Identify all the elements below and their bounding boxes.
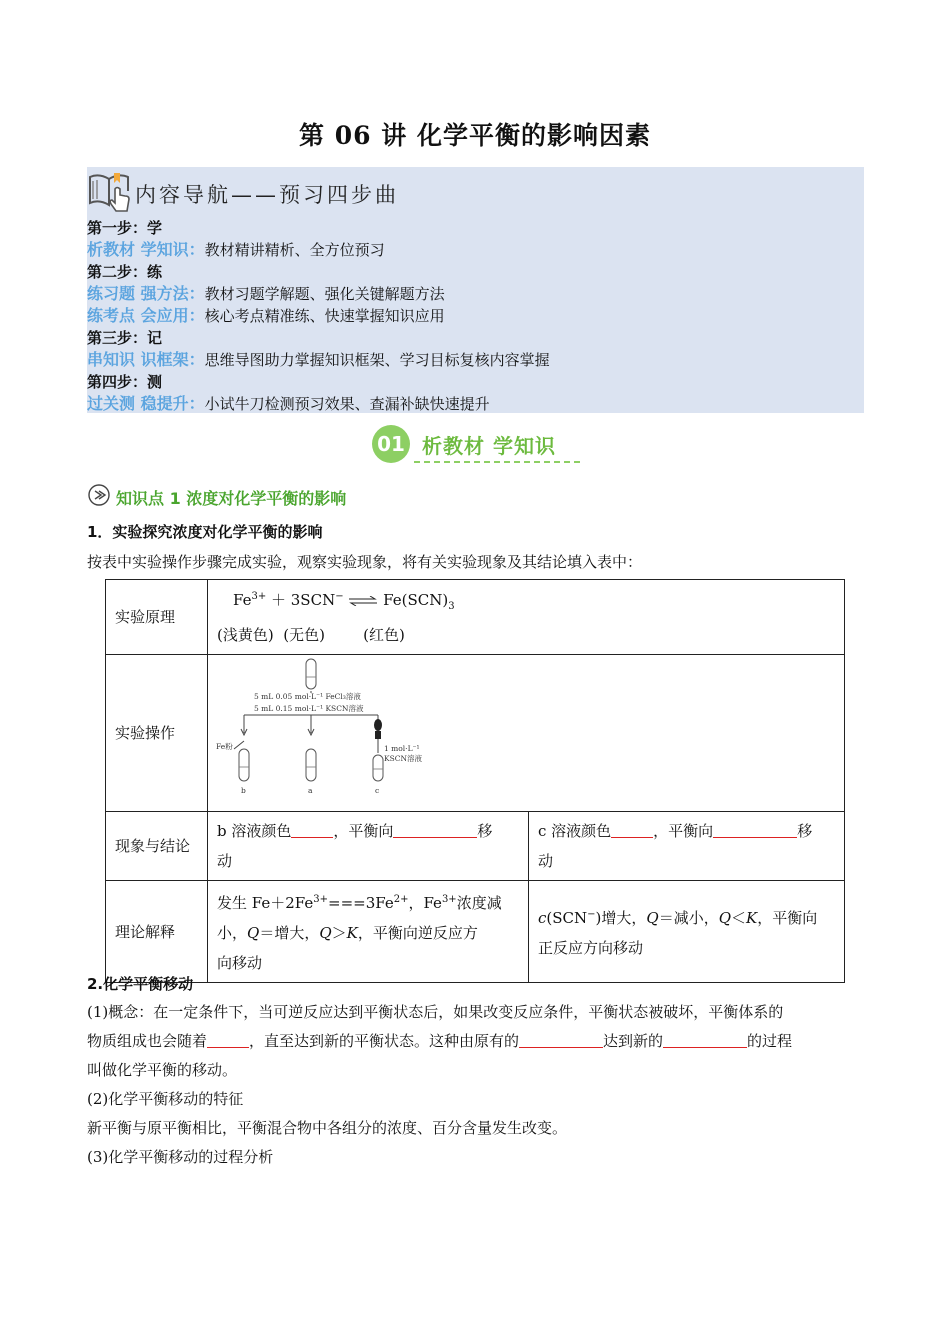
table-row-operation bbox=[106, 655, 845, 812]
step-3-title: 第三步：记 bbox=[87, 329, 163, 347]
species-colors: (浅黄色) (无色) (红色) bbox=[217, 626, 405, 644]
var-q: Q bbox=[319, 924, 332, 942]
experiment-diagram bbox=[212, 657, 432, 799]
explanation-text: 向移动 bbox=[217, 954, 263, 972]
step-3-item bbox=[87, 349, 550, 371]
eq-product-subscript: 3 bbox=[448, 601, 455, 612]
step-2-item-1 bbox=[87, 283, 445, 305]
feature-text: 新平衡与原平衡相比，平衡混合物中各组分的浓度、百分含量发生改变。 bbox=[87, 1119, 568, 1137]
step-2-title: 第二步：练 bbox=[87, 263, 163, 281]
explanation-c-cell bbox=[529, 881, 845, 983]
answer-blank[interactable] bbox=[393, 819, 477, 838]
page-title: 第 06 讲 化学平衡的影响因素 bbox=[299, 121, 651, 150]
eq-fe: Fe bbox=[233, 591, 252, 609]
explanation-text: 浓度减 bbox=[456, 894, 502, 912]
row-label: 实验原理 bbox=[106, 580, 208, 655]
table-row-explanation bbox=[106, 881, 845, 983]
reagent-fecl3-label: 5 mL 0.05 mol·L⁻¹ FeCl₃溶液 bbox=[254, 692, 361, 701]
book-hand-icon bbox=[87, 169, 133, 213]
phenomenon-text: b 溶液颜色 bbox=[217, 822, 292, 840]
section-badge bbox=[370, 423, 585, 468]
nav-header bbox=[87, 169, 487, 211]
row-label: 现象与结论 bbox=[106, 812, 208, 881]
row-label: 实验操作 bbox=[106, 655, 208, 812]
var-q: Q bbox=[247, 924, 260, 942]
step-1-title: 第一步：学 bbox=[87, 219, 163, 237]
explanation-text: (SCN bbox=[546, 909, 588, 927]
section-number: 01 bbox=[372, 425, 410, 463]
answer-blank[interactable] bbox=[291, 819, 333, 838]
nav-heading: 内容导航——预习四步曲 bbox=[135, 183, 399, 207]
charge: 3+ bbox=[313, 894, 328, 905]
var-k: K bbox=[746, 909, 758, 927]
answer-blank[interactable] bbox=[611, 819, 653, 838]
explanation-text: ＝增大， bbox=[259, 924, 320, 942]
tube-a-label: a bbox=[308, 786, 313, 795]
concept-line-2 bbox=[87, 1027, 864, 1056]
subsection-1-heading: 1．实验探究浓度对化学平衡的影响 bbox=[87, 523, 323, 541]
nav-text: 教材习题学解题、强化关键解题方法 bbox=[204, 285, 445, 303]
section-label: 析教材 学知识 bbox=[422, 434, 556, 458]
tube-c-label: c bbox=[375, 786, 380, 795]
var-q: Q bbox=[718, 909, 732, 927]
content-navigation-box bbox=[87, 167, 864, 413]
explanation-text: 发生 Fe＋2Fe bbox=[217, 894, 314, 912]
fe-powder-label: Fe粉 bbox=[216, 742, 233, 751]
eq-scn-charge: − bbox=[335, 591, 344, 602]
explanation-text: ＜ bbox=[731, 909, 747, 927]
charge: 2+ bbox=[393, 894, 409, 905]
kscn-concentration-label: 1 mol·L⁻¹ bbox=[384, 744, 420, 753]
experiment-table bbox=[105, 579, 845, 983]
reaction-equation bbox=[217, 584, 835, 620]
phenomenon-text: ，平衡向 bbox=[653, 822, 714, 840]
concept-text: 达到新的 bbox=[603, 1032, 664, 1050]
phenomenon-text: 动 bbox=[217, 852, 233, 870]
tube-b-label: b bbox=[241, 786, 246, 795]
nav-tag: 串知识 识框架： bbox=[87, 350, 205, 369]
charge: − bbox=[587, 909, 596, 920]
step-4-item bbox=[87, 393, 490, 415]
process-title: (3)化学平衡移动的过程分析 bbox=[87, 1148, 274, 1166]
reagent-kscn-label: 5 mL 0.15 mol·L⁻¹ KSCN溶液 bbox=[254, 704, 364, 713]
concept-text: ，直至达到新的平衡状态。这种由原有的 bbox=[249, 1032, 520, 1050]
subsection-1-intro: 按表中实验操作步骤完成实验，观察实验现象，将有关实验现象及其结论填入表中： bbox=[87, 553, 643, 571]
concept-line-1: (1)概念：在一定条件下，当可逆反应达到平衡状态后，如果改变反应条件，平衡状态被破坏，平衡体系的 bbox=[87, 1003, 784, 1021]
explanation-b-cell bbox=[208, 881, 529, 983]
concept-paragraph bbox=[87, 998, 864, 1172]
operation-cell bbox=[208, 655, 845, 812]
answer-blank[interactable] bbox=[713, 819, 797, 838]
phenomenon-text: c 溶液颜色 bbox=[538, 822, 612, 840]
nav-tag: 练习题 强方法： bbox=[87, 284, 205, 303]
phenomenon-text: 移 bbox=[477, 822, 493, 840]
explanation-text: ，平衡向逆反应方 bbox=[357, 924, 478, 942]
step-2-item-2 bbox=[87, 305, 445, 327]
phenomenon-b-cell bbox=[208, 812, 529, 881]
explanation-text: ，平衡向 bbox=[757, 909, 818, 927]
step-1-item bbox=[87, 239, 385, 261]
subsection-2-heading: 2.化学平衡移动 bbox=[87, 975, 194, 993]
row-label: 理论解释 bbox=[106, 881, 208, 983]
arrow-circle-icon bbox=[87, 482, 113, 508]
table-row-principle bbox=[106, 580, 845, 655]
explanation-text: ＞ bbox=[331, 924, 347, 942]
principle-cell bbox=[208, 580, 845, 655]
phenomenon-text: 移 bbox=[797, 822, 813, 840]
explanation-text: 小， bbox=[217, 924, 248, 942]
nav-tag: 过关测 稳提升： bbox=[87, 394, 205, 413]
var-c: c bbox=[538, 909, 547, 927]
knowledge-point-title: 知识点 1 浓度对化学平衡的影响 bbox=[116, 489, 347, 508]
step-4-title: 第四步：测 bbox=[87, 373, 163, 391]
eq-fe-charge: 3+ bbox=[251, 591, 267, 602]
reversible-arrow-icon bbox=[348, 596, 378, 606]
kscn-solution-label: KSCN溶液 bbox=[384, 754, 423, 763]
table-row-phenomenon bbox=[106, 812, 845, 881]
concept-text: 的过程 bbox=[747, 1032, 793, 1050]
section-divider bbox=[414, 461, 580, 463]
nav-text: 核心考点精准练、快速掌握知识应用 bbox=[204, 307, 445, 325]
explanation-text: 正反应方向移动 bbox=[538, 939, 644, 957]
charge: 3+ bbox=[441, 894, 457, 905]
concept-text: 物质组成也会随着 bbox=[87, 1032, 208, 1050]
answer-blank[interactable] bbox=[207, 1029, 249, 1048]
phenomenon-text: 动 bbox=[538, 852, 554, 870]
answer-blank[interactable] bbox=[663, 1029, 747, 1048]
eq-scn: ＋ 3SCN bbox=[271, 591, 336, 609]
var-q: Q bbox=[646, 909, 659, 927]
answer-blank[interactable] bbox=[519, 1029, 603, 1048]
nav-tag: 练考点 会应用： bbox=[87, 306, 205, 325]
phenomenon-text: ，平衡向 bbox=[333, 822, 394, 840]
explanation-text: ===3Fe bbox=[328, 894, 394, 912]
eq-product: Fe(SCN) bbox=[383, 591, 449, 609]
nav-text: 思维导图助力掌握知识框架、学习目标复核内容掌握 bbox=[204, 351, 550, 369]
explanation-text: )增大， bbox=[595, 909, 647, 927]
phenomenon-c-cell bbox=[529, 812, 845, 881]
explanation-text: ＝减小， bbox=[658, 909, 719, 927]
nav-text: 教材精讲精析、全方位预习 bbox=[204, 241, 385, 259]
nav-tag: 析教材 学知识： bbox=[87, 240, 205, 259]
var-k: K bbox=[346, 924, 358, 942]
nav-text: 小试牛刀检测预习效果、查漏补缺快速提升 bbox=[204, 395, 490, 413]
concept-line-3: 叫做化学平衡的移动。 bbox=[87, 1061, 238, 1079]
feature-title: (2)化学平衡移动的特征 bbox=[87, 1090, 244, 1108]
explanation-text: ，Fe bbox=[408, 894, 442, 912]
